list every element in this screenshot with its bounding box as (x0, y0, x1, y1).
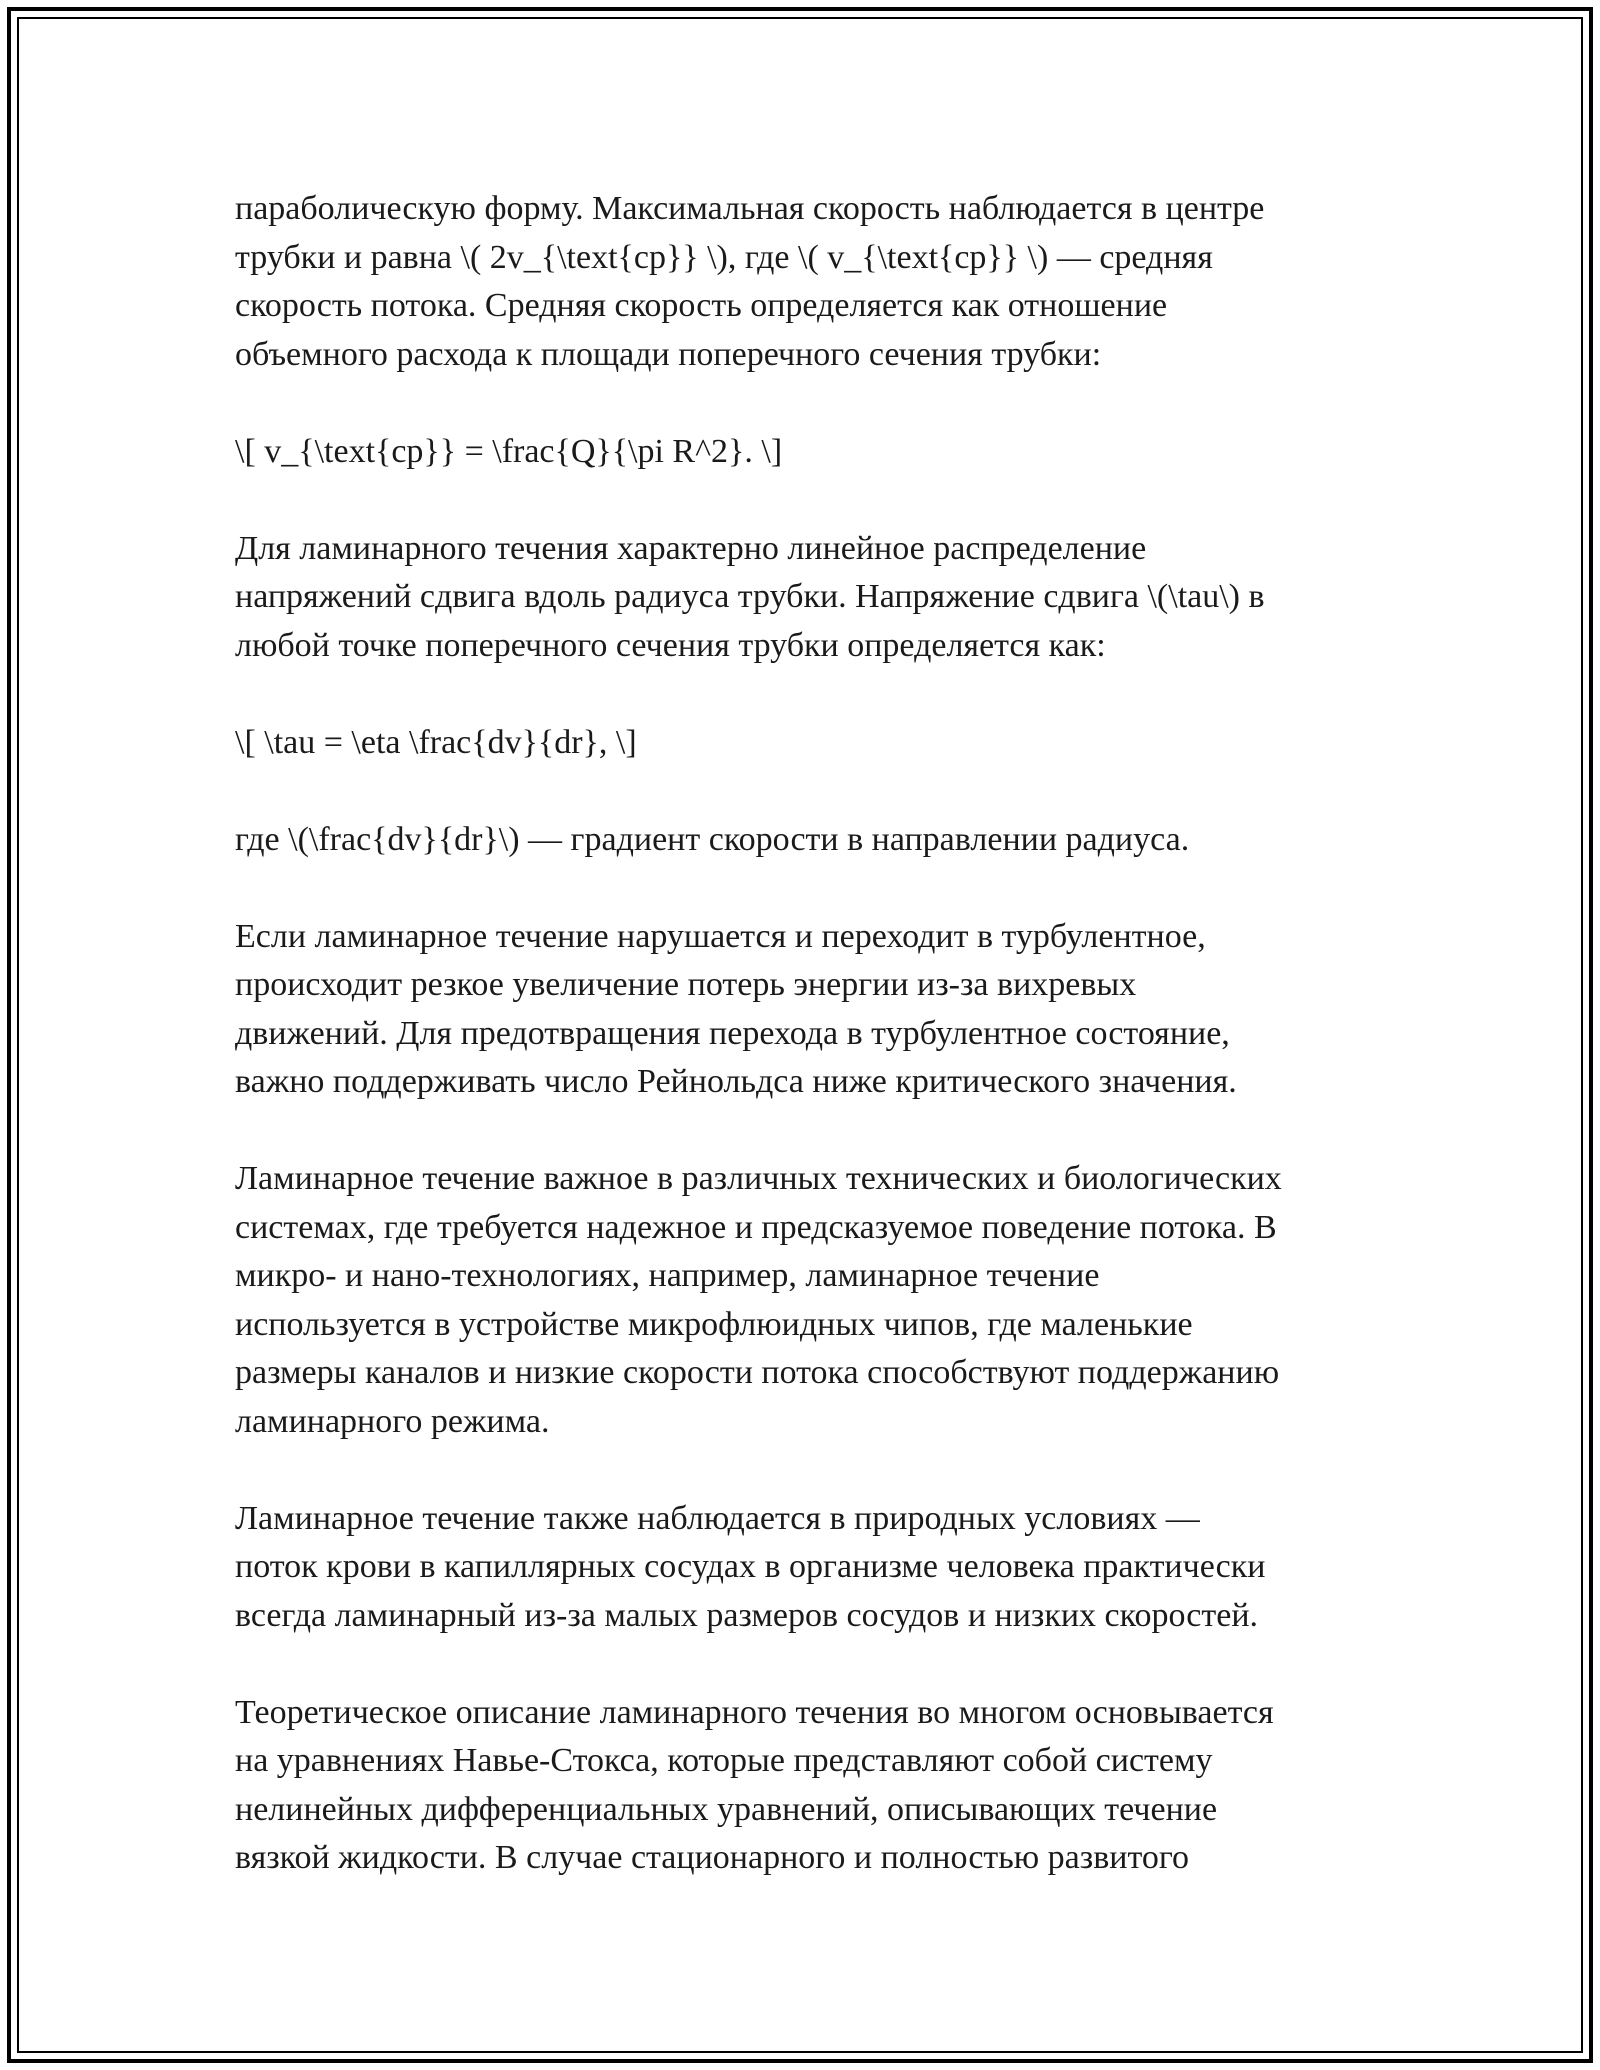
text-line: параболическую форму. Максимальная скорость наблюдается в центре (235, 190, 1265, 227)
text-line: нелинейных дифференциальных уравнений, описывающих течение (235, 1790, 1218, 1828)
formula-mean-velocity (235, 428, 1395, 477)
paragraph-applications (235, 1155, 1395, 1446)
text-line: системах, где требуется надежное и предсказуемое поведение потока. В (235, 1208, 1277, 1246)
text-line: поток крови в капиллярных сосудах в организме человека практически (235, 1548, 1266, 1585)
text-line: объемного расхода к площади поперечного сечения трубки: (235, 335, 1102, 373)
text-line: размеры каналов и низкие скорости потока способствуют поддержанию (235, 1354, 1280, 1391)
paragraph-navier-stokes (235, 1689, 1395, 1883)
document-body (235, 185, 1395, 1931)
text-line: Ламинарное течение важное в различных технических и биологических (235, 1160, 1282, 1197)
text-line: происходит резкое увеличение потерь энергии из-за вихревых (235, 966, 1137, 1003)
text-line: любой точке поперечного сечения трубки определяется как: (235, 626, 1106, 664)
text-line: важно поддерживать число Рейнольдса ниже критического значения. (235, 1063, 1237, 1100)
formula-line: \[ v_{\text{cp}} = \frac{Q}{\pi R^2}. \] (235, 432, 783, 470)
text-line: Ламинарное течение также наблюдается в природных условиях — (235, 1499, 1200, 1537)
text-line: Для ламинарного течения характерно линейное распределение (235, 529, 1147, 567)
text-line: трубки и равна \( 2v_{\text{cp}} \), где \( v_{\text{cp}} \) — средняя (235, 238, 1213, 276)
text-line: на уравнениях Навье-Стокса, которые представляют собой систему (235, 1742, 1213, 1779)
paragraph-shear-stress (235, 525, 1395, 671)
formula-shear-stress (235, 719, 1395, 768)
paragraph-velocity-gradient (235, 816, 1395, 865)
formula-line: \[ \tau = \eta \frac{dv}{dr}, \] (235, 723, 637, 761)
text-line: микро- и нано-технологиях, например, ламинарное течение (235, 1257, 1100, 1294)
text-line: Теоретическое описание ламинарного течения во многом основывается (235, 1693, 1274, 1731)
paragraph-turbulent-transition (235, 913, 1395, 1107)
paragraph-natural-conditions (235, 1495, 1395, 1641)
text-line: напряжений сдвига вдоль радиуса трубки. Напряжение сдвига \(\tau\) в (235, 578, 1265, 615)
text-line: движений. Для предотвращения перехода в турбулентное состояние, (235, 1014, 1230, 1052)
text-line: всегда ламинарный из-за малых размеров сосудов и низких скоростей. (235, 1596, 1259, 1634)
text-line: используется в устройстве микрофлюидных чипов, где маленькие (235, 1305, 1193, 1343)
paragraph-parabolic-profile (235, 185, 1395, 379)
text-line: Если ламинарное течение нарушается и переходит в турбулентное, (235, 917, 1206, 955)
text-line: где \(\frac{dv}{dr}\) — градиент скорости в направлении радиуса. (235, 820, 1190, 858)
text-line: скорость потока. Средняя скорость определяется как отношение (235, 287, 1168, 324)
text-line: ламинарного режима. (235, 1402, 550, 1440)
text-line: вязкой жидкости. В случае стационарного и полностью развитого (235, 1839, 1189, 1876)
